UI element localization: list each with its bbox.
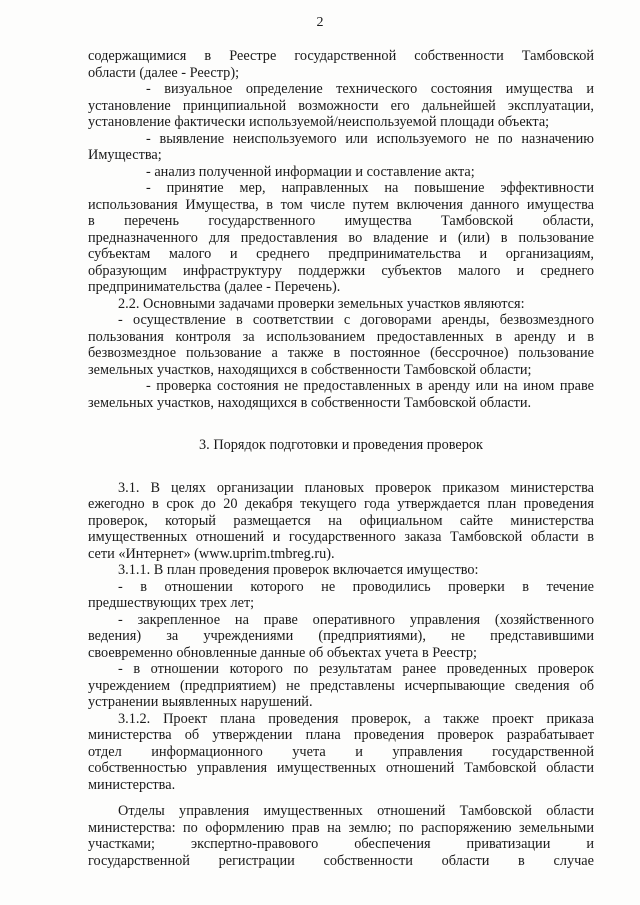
text-line: отдел информационного учета и управления государственной [88, 743, 594, 760]
text-line: - проверка состояния не предоставленных в аренду или на ином праве [146, 378, 594, 394]
text-line: Отделы управления имущественных отношений Тамбовской области [118, 803, 594, 819]
text-line: области (далее - Реестр); [88, 64, 240, 81]
text-line: предпринимательства (далее - Перечень). [88, 279, 341, 295]
page-number: 2 [316, 15, 324, 30]
text-line: безвозмездное пользование а также в постоянное (бессрочное) пользование [88, 345, 594, 361]
text-line: образующим инфраструктуру поддержки субъектов малого и среднего [88, 262, 594, 279]
text-line: собственностью управления имущественных отношений Тамбовской области [88, 760, 594, 776]
text-line: министерства. [88, 776, 176, 793]
text-line: пользования контроля за использованием предоставленных в аренду и в [88, 328, 594, 345]
text-line: 3.1.1. В план проведения проверок включается имущество: [118, 562, 479, 578]
text-line: участками; экспертно-правового обеспечения приватизации и [88, 836, 594, 852]
text-line: использования Имущества, в том числе путем включения данного имущества [88, 196, 594, 213]
text-line: 3.1. В целях организации плановых проверок приказом министерства [118, 479, 594, 496]
text-line: 2.2. Основными задачами проверки земельных участков являются: [118, 295, 525, 312]
text-line: имущественных отношений и государственного заказа Тамбовской области в [88, 529, 594, 545]
text-line: - закрепленное на праве оперативного управления (хозяйственного [118, 611, 594, 628]
text-line: ежегодно в срок до 20 декабря текущего года утверждается план проведения [88, 496, 594, 512]
text-line: 3.1.2. Проект плана проведения проверок, а также проект приказа [118, 710, 594, 727]
text-line: субъектам малого и среднего предпринимательства и организациям, [88, 246, 594, 262]
text-line: проверок, который размещается на официальном сайте министерства [88, 512, 594, 529]
text-line: сети «Интернет» (www.uprim.tmbreg.ru). [88, 545, 335, 562]
text-line: - в отношении которого по результатам ранее проведенных проверок [118, 661, 594, 677]
text-line: в перечень государственного имущества Тамбовской области, [88, 213, 594, 229]
text-line: установление фактически используемой/неиспользуемой площади объекта; [88, 114, 550, 130]
text-line: установление принципиальной возможности его дальнейшей эксплуатации, [88, 97, 594, 114]
text-line: министерства об утверждении плана проведения проверок разрабатывает [88, 727, 594, 743]
text-line: предназначенного для предоставления во владение и (или) в пользование [88, 229, 594, 246]
text-line: земельных участков, находящихся в собственности Тамбовской области; [88, 361, 532, 378]
text-line: предшествующих трех лет; [88, 595, 255, 611]
section-heading: 3. Порядок подготовки и проведения проверок [199, 437, 483, 453]
text-line: ведения) за учреждениями (предприятиями), не представившими [88, 628, 594, 644]
text-line: земельных участков, находящихся в собственности Тамбовской области. [88, 394, 532, 411]
text-line: устранении выявленных нарушений. [88, 694, 313, 710]
text-line: Имущества; [88, 147, 162, 163]
text-line: своевременно обновленные данные об объектах учета в Реестр; [88, 644, 477, 661]
text-line: - осуществление в соответствии с договорами аренды, безвозмездного [118, 312, 594, 328]
text-line: - в отношении которого не проводились проверки в течение [118, 578, 594, 595]
body-text-top [88, 48, 594, 869]
text-line: содержащимися в Реестре государственной собственности Тамбовской [88, 48, 594, 64]
text-line: министерства: по оформлению прав на землю; по распоряжению земельными [88, 819, 594, 836]
text-line: учреждением (предприятием) не представлены исчерпывающие сведения об [88, 677, 594, 694]
text-line: - визуальное определение технического состояния имущества и [146, 81, 594, 97]
text-line: - выявление неиспользуемого или используемого не по назначению [146, 130, 594, 147]
text-line: - анализ полученной информации и составление акта; [146, 163, 475, 180]
text-line: государственной регистрации собственности области в случае [88, 852, 594, 869]
text-line: - принятие мер, направленных на повышение эффективности [146, 180, 594, 196]
